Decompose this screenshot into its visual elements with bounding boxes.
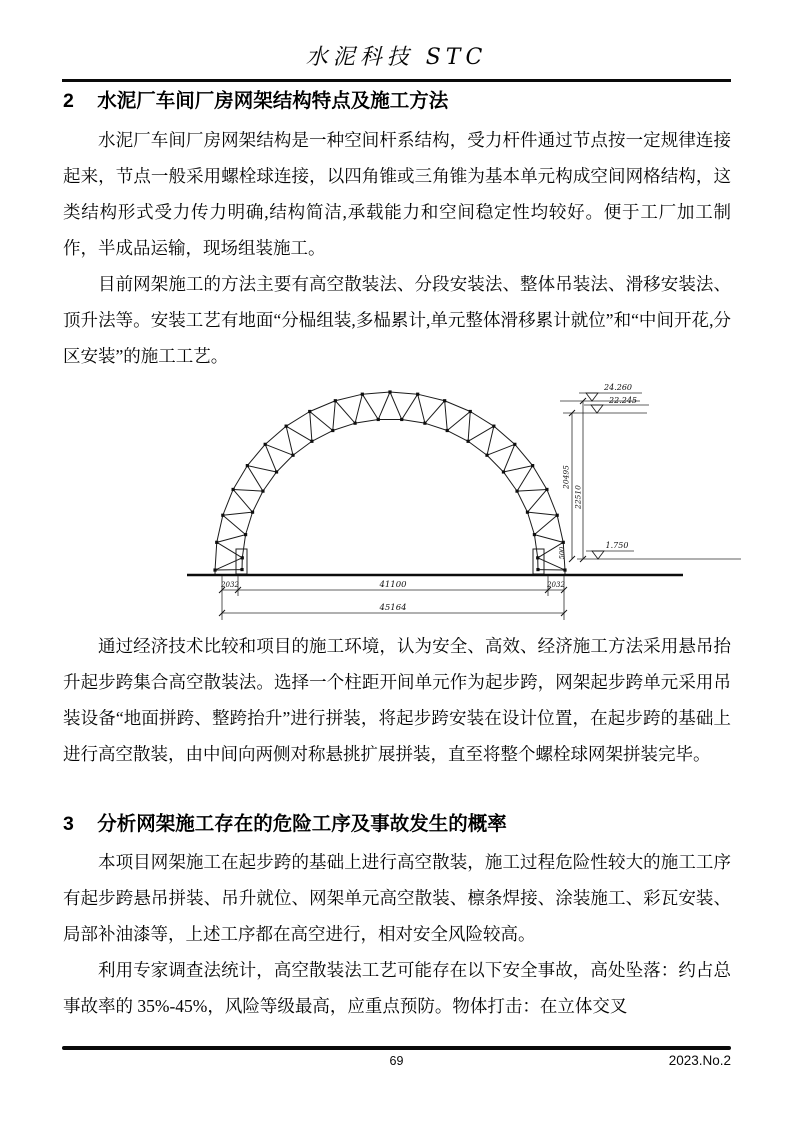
paragraph-accident-statistics: 利用专家调查法统计，高空散装法工艺可能存在以下安全事故，高处坠落：约占总事故率的 35%-45%，风险等级最高，应重点预防。物体打击：在立体交叉 <box>63 960 731 1016</box>
truss-arch <box>213 390 566 575</box>
header-rule <box>62 79 731 82</box>
paragraph-dangerous-processes: 本项目网架施工在起步跨的基础上进行高空散装，施工过程危险性较大的施工工序有起步跨悬吊拼装、吊升就位、网架单元高空散装、檩条焊接、涂装施工、彩瓦安装、局部补油漆等，上述工序都在高空进行，相对安全风险较高。 <box>63 852 731 944</box>
journal-title: 水泥科技 STC <box>305 45 488 70</box>
dim-bearing: 500 <box>558 546 566 560</box>
paragraph-structure-intro: 水泥厂车间厂房网架结构是一种空间杆系结构，受力杆件通过节点按一定规律连接起来，节点一般采用螺栓球连接，以四角锥或三角锥为基本单元构成空间网格结构，这类结构形式受力传力明确,结构简洁,承载能力和空间稳定性均较好。便于工厂加工制作，半成品运输，现场组装施工。 <box>63 130 731 258</box>
paragraph-method-selection: 通过经济技术比较和项目的施工环境，认为安全、高效、经济施工方法采用悬吊抬升起步跨集合高空散装法。选择一个柱距开间单元作为起步跨，网架起步跨单元采用吊装设备“地面拼跨、整跨抬升”进行拼装，将起步跨安装在设计位置，在起步跨的基础上进行高空散装，由中间向两侧对称悬挑扩展拼装，直至将整个螺栓球网架拼装完毕。 <box>63 636 731 764</box>
elevation-flag-base <box>592 551 604 559</box>
issue-label: 2023.No.2 <box>668 1053 731 1068</box>
dim-total-span: 45164 <box>379 603 407 613</box>
dim-left-segment: 2032 <box>221 581 239 589</box>
elevation-top-label: 24.260 <box>604 383 632 392</box>
dim-right-segment: 2032 <box>547 581 565 589</box>
elevation-flag-mid <box>591 405 603 413</box>
section-2-title: 水泥厂车间厂房网架结构特点及施工方法 <box>97 90 449 112</box>
elevation-mid-label: 22.245 <box>609 396 637 405</box>
section-3-title: 分析网架施工存在的危险工序及事故发生的概率 <box>97 813 507 835</box>
section-2-heading <box>63 85 448 113</box>
figure-arch-truss-elevation <box>185 372 745 632</box>
dim-main-span: 41100 <box>379 580 407 590</box>
section-3-number: 3 <box>63 813 74 835</box>
dim-height-outer: 22510 <box>573 485 583 509</box>
elevation-base-label: 1.750 <box>605 541 629 550</box>
section-2-number: 2 <box>63 90 74 112</box>
dim-height-inner: 20495 <box>561 465 571 489</box>
section-3-heading <box>63 808 507 836</box>
paragraph-install-methods: 目前网架施工的方法主要有高空散装法、分段安装法、整体吊装法、滑移安装法、顶升法等。安装工艺有地面“分榀组装,多榀累计,单元整体滑移累计就位”和“中间开花,分区安装”的施工工艺。 <box>63 274 731 366</box>
arch-truss-diagram <box>185 372 745 627</box>
footer-rule <box>62 1046 731 1050</box>
elevation-flag-top <box>586 393 598 401</box>
page-number: 69 <box>389 1054 404 1068</box>
